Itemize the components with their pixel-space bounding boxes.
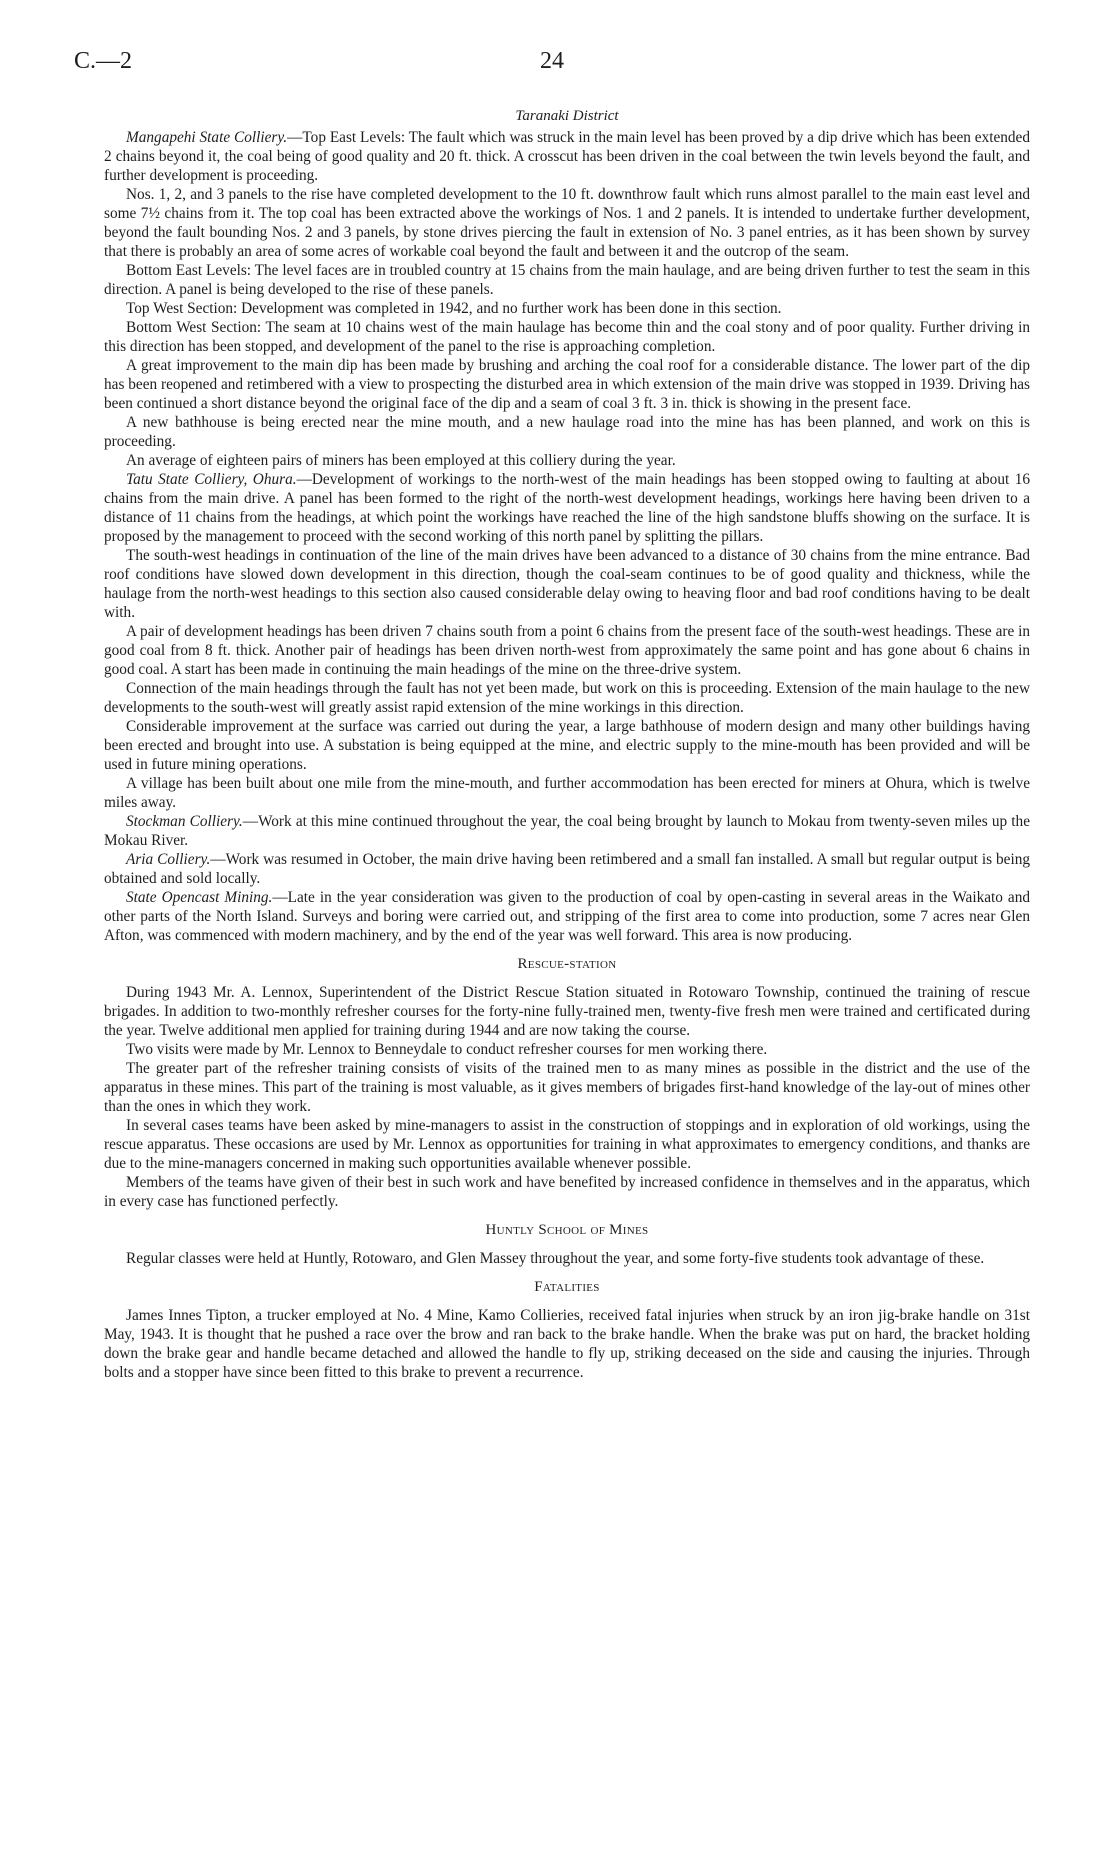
paragraph: In several cases teams have been asked by mine-managers to assist in the construction of stoppings and in exploration of old workings, using the rescue apparatus. These occasions are used by Mr. Lennox as opportunities for training in what approximates to emergency conditions, and thanks are due to the mine-managers concerned in making such opportunities available whenever possible.: [104, 1117, 1030, 1172]
paragraph: Members of the teams have given of their best in such work and have benefited by increased confidence in themselves and in the apparatus, which in every case has functioned perfectly.: [104, 1174, 1030, 1210]
paragraph: A pair of development headings has been driven 7 chains south from a point 6 chains from the present face of the south-west headings. These are in good coal from 8 ft. thick. Another pair of headings has been driven north-west from approximately the same point and has gone about 6 chains in good coal. A start has been made in continuing the main headings of the mine on the three-drive system.: [104, 623, 1030, 678]
paragraph: Connection of the main headings through the fault has not yet been made, but work on this is proceeding. Extension of the main haulage to the new developments to the south-west will greatly assist rapid extension of the mine workings in this direction.: [104, 680, 1030, 716]
paragraph-lead: Aria Colliery.: [126, 851, 211, 868]
paragraph-lead: Stockman Colliery.: [126, 813, 243, 830]
paragraph: Considerable improvement at the surface was carried out during the year, a large bathhouse of modern design and many other buildings having been erected and brought into use. A substation is being equipped at the mine, and electric supply to the mine-mouth has been provided and will be used in future mining operations.: [104, 718, 1030, 773]
paragraph-stockman: [104, 812, 1030, 850]
paragraph-lead: Mangapehi State Colliery.: [126, 129, 288, 146]
paragraph-aria: [104, 850, 1030, 888]
paragraph: Regular classes were held at Huntly, Rotowaro, and Glen Massey throughout the year, and some forty-five students took advantage of these.: [126, 1250, 985, 1267]
page-number: 24: [540, 48, 564, 74]
paragraph: James Innes Tipton, a trucker employed at No. 4 Mine, Kamo Collieries, received fatal injuries when struck by an iron jig-brake handle on 31st May, 1943. It is thought that he pushed a race over the brow and ran back to the brake handle. When the brake was put on hard, the bracket holding down the brake gear and handle became detached and allowed the handle to fly up, striking deceased on the side and causing the injuries. Through bolts and a stopper have since been fitted to this brake to prevent a recurrence.: [104, 1307, 1030, 1381]
paragraph-mangapehi: [104, 128, 1030, 185]
paragraph: A new bathhouse is being erected near the mine mouth, and a new haulage road into the mine has has been planned, and work on this is proceeding.: [104, 414, 1030, 450]
paragraph: Top West Section: Development was completed in 1942, and no further work has been done in this section.: [126, 300, 782, 317]
paragraph: During 1943 Mr. A. Lennox, Superintendent of the District Rescue Station situated in Rotowaro Township, continued the training of rescue brigades. In addition to two-monthly refresher courses for the forty-nine fully-trained men, twenty-five fresh men were trained and certificated during the year. Twelve additional men applied for training during 1944 and are now taking the course.: [104, 984, 1030, 1039]
rescue-station-heading: Rescue-station: [517, 956, 617, 972]
district-heading: Taranaki District: [515, 108, 619, 124]
paragraph: Nos. 1, 2, and 3 panels to the rise have completed development to the 10 ft. downthrow fault which runs almost parallel to the main east level and some 7½ chains from it. The top coal has been extracted above the workings of Nos. 1 and 2 panels. It is intended to undertake further development, beyond the fault bounding Nos. 2 and 3 panels, by stone drives piercing the fault in extension of No. 3 panel entries, as it has been shown by survey that there is probably an area of some acres of workable coal beyond the fault and between it and the outcrop of the seam.: [104, 186, 1030, 260]
paragraph-text: —Work at this mine continued throughout the year, the coal being brought by launch to Mokau from twenty-seven miles up the Mokau River.: [104, 813, 1030, 849]
paragraph: Bottom West Section: The seam at 10 chains west of the main haulage has become thin and the coal stony and of poor quality. Further driving in this direction has been stopped, and development of the panel to the rise is approaching completion.: [104, 319, 1030, 355]
paragraph: The south-west headings in continuation of the line of the main drives have been advanced to a distance of 30 chains from the mine entrance. Bad roof conditions have slowed down development in this direction, though the coal-seam continues to be of good quality and thickness, while the haulage from the north-west headings to this section also caused considerable delay owing to heaving floor and bad roof conditions having to be dealt with.: [104, 547, 1030, 621]
paragraph: An average of eighteen pairs of miners has been employed at this colliery during the year.: [126, 452, 676, 469]
paragraph-text: —Development of workings to the north-west of the main headings has been stopped owing to faulting at about 16 chains from the main drive. A panel has been formed to the right of the north-west development headings, workings here having been driven to a distance of 11 chains from the headings, at which point the workings have reached the line of the high sandstone bluffs showing on the surface. It is proposed by the management to proceed with the second working of this north panel by splitting the pillars.: [104, 471, 1030, 545]
paragraph-text: —Late in the year consideration was given to the production of coal by open-casting in several areas in the Waikato and other parts of the North Island. Surveys and boring were carried out, and stripping of the first area to come into production, some 7 acres near Glen Afton, was commenced with modern machinery, and by the end of the year was well forward. This area is now producing.: [104, 889, 1030, 944]
paragraph-lead: Tatu State Colliery, Ohura.: [126, 471, 297, 488]
paragraph-opencast: [104, 888, 1030, 945]
paragraph-text: —Top East Levels: The fault which was struck in the main level has been proved by a dip drive which has been extended 2 chains beyond it, the coal being of good quality and 20 ft. thick. A crosscut has been driven in the coal between the twin levels beyond the fault, and further development is proceeding.: [104, 129, 1030, 184]
paragraph-lead: State Opencast Mining.: [126, 889, 273, 906]
school-of-mines-heading: Huntly School of Mines: [485, 1222, 649, 1238]
paragraph: The greater part of the refresher training consists of visits of the trained men to as many mines as possible in the district and the use of the apparatus in these mines. This part of the training is most valuable, as it gives members of brigades first-hand knowledge of the lay-out of mines other than the ones in which they work.: [104, 1060, 1030, 1115]
document-body: [104, 107, 1030, 1382]
paragraph: Bottom East Levels: The level faces are in troubled country at 15 chains from the main haulage, and are being driven further to test the seam in this direction. A panel is being developed to the rise of these panels.: [104, 262, 1030, 298]
fatalities-heading: Fatalities: [534, 1279, 600, 1295]
document-reference: C.—2: [74, 48, 133, 74]
paragraph-tatu: [104, 470, 1030, 546]
paragraph: A great improvement to the main dip has been made by brushing and arching the coal roof for a considerable distance. The lower part of the dip has been reopened and retimbered with a view to prospecting the disturbed area in which extension of the main drive was stopped in 1939. Driving has been continued a short distance beyond the original face of the dip and a seam of coal 3 ft. 3 in. thick is showing in the present face.: [104, 357, 1030, 412]
paragraph: A village has been built about one mile from the mine-mouth, and further accommodation has been erected for miners at Ohura, which is twelve miles away.: [104, 775, 1030, 811]
paragraph-text: —Work was resumed in October, the main drive having been retimbered and a small fan installed. A small but regular output is being obtained and sold locally.: [104, 851, 1030, 887]
paragraph: Two visits were made by Mr. Lennox to Benneydale to conduct refresher courses for men working there.: [126, 1041, 768, 1058]
